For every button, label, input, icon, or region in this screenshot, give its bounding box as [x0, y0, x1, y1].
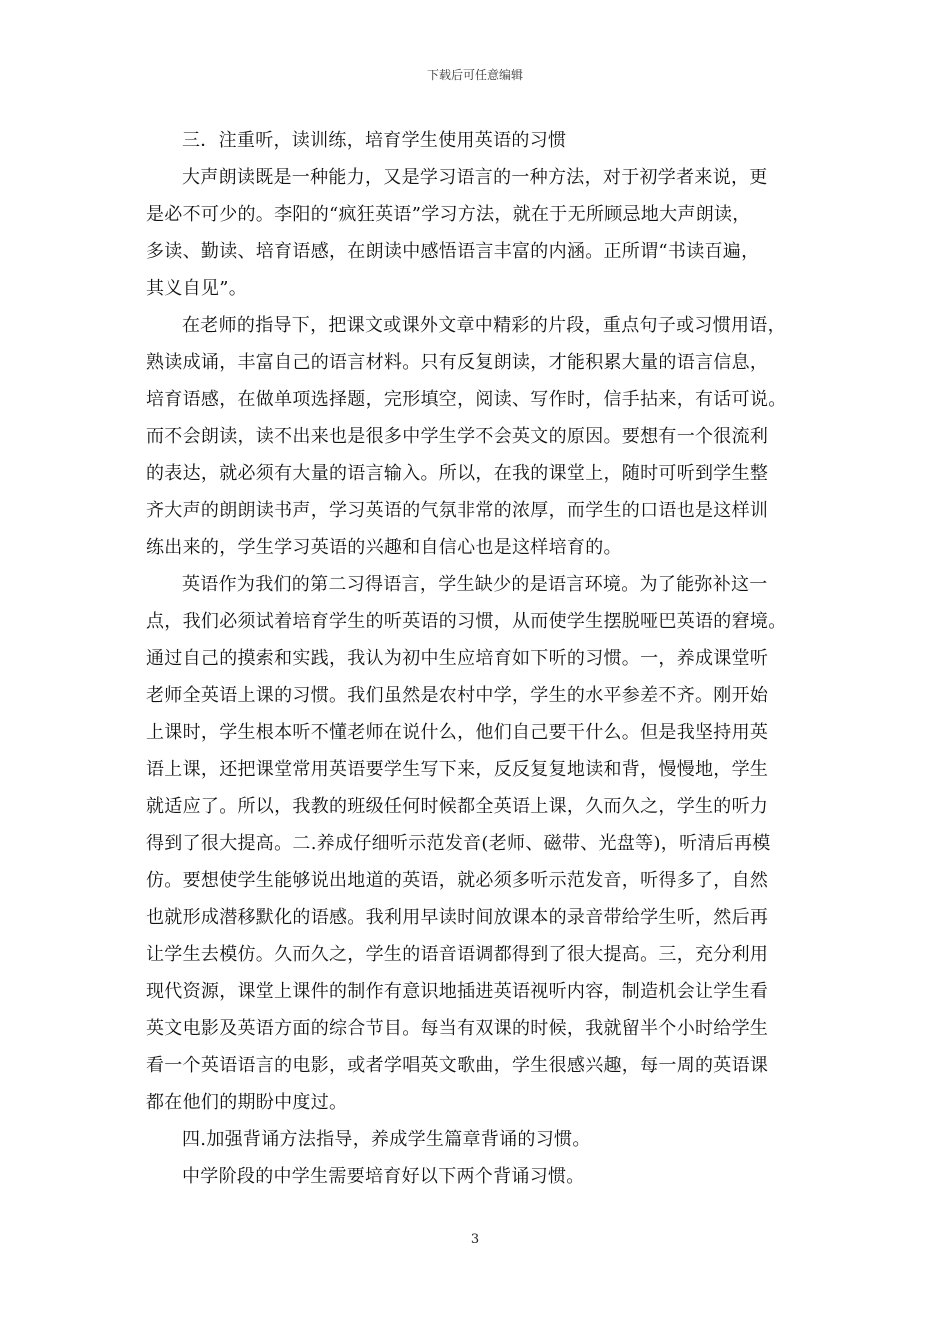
paragraph-reading-aloud	[146, 159, 808, 307]
text-line: 仿。要想使学生能够说出地道的英语，就必须多听示范发音，听得多了，自然	[146, 870, 769, 891]
text-line: 就适应了。所以，我教的班级任何时候都全英语上课，久而久之，学生的听力	[146, 796, 769, 817]
paragraph-listening-habits	[146, 566, 808, 1121]
text-line: 英文电影及英语方面的综合节目。每当有双课的时候，我就留半个小时给学生	[146, 1018, 769, 1039]
text-line: 多读、勤读、培育语感，在朗读中感悟语言丰富的内涵。正所谓“书读百遍，	[146, 241, 760, 262]
text-line: 点，我们必须试着培育学生的听英语的习惯，从而使学生摆脱哑巴英语的窘境。	[146, 611, 787, 632]
section-heading-3: 三．注重听，读训练，培育学生使用英语的习惯	[182, 130, 567, 151]
text-line: 英语作为我们的第二习得语言，学生缺少的是语言环境。为了能弥补这一	[182, 574, 768, 595]
text-line: 大声朗读既是一种能力，又是学习语言的一种方法，对于初学者来说，更	[182, 167, 768, 188]
section-intro-line: 中学阶段的中学生需要培育好以下两个背诵习惯。	[182, 1166, 585, 1187]
text-line: 而不会朗读，读不出来也是很多中学生学不会英文的原因。要想有一个很流利	[146, 426, 769, 447]
text-line: 得到了很大提高。二.养成仔细听示范发音(老师、磁带、光盘等)，听清后再模	[146, 833, 771, 854]
text-line: 练出来的，学生学习英语的兴趣和自信心也是这样培育的。	[146, 537, 622, 558]
page-header-note: 下载后可任意编辑	[426, 68, 523, 82]
text-line: 让学生去模仿。久而久之，学生的语音语调都得到了很大提高。三，充分利用	[146, 944, 769, 965]
text-line: 现代资源，课堂上课件的制作有意识地插进英语视听内容，制造机会让学生看	[146, 981, 769, 1002]
text-line: 都在他们的期盼中度过。	[146, 1092, 348, 1113]
text-line: 看一个英语语言的电影，或者学唱英文歌曲，学生很感兴趣，每一周的英语课	[146, 1055, 769, 1076]
text-line: 老师全英语上课的习惯。我们虽然是农村中学，学生的水平参差不齐。刚开始	[146, 685, 769, 706]
text-line: 培育语感，在做单项选择题，完形填空，阅读、写作时，信手拈来，有话可说。	[146, 389, 787, 410]
text-line: 上课时，学生根本听不懂老师在说什么，他们自己要干什么。但是我坚持用英	[146, 722, 769, 743]
section-heading-4: 四.加强背诵方法指导，养成学生篇章背诵的习惯。	[182, 1129, 591, 1150]
document-body	[146, 122, 808, 1195]
text-line: 熟读成诵，丰富自己的语言材料。只有反复朗读，才能积累大量的语言信息，	[146, 352, 769, 373]
text-line: 齐大声的朗朗读书声，学习英语的气氛非常的浓厚，而学生的口语也是这样训	[146, 500, 769, 521]
text-line: 是必不可少的。李阳的“疯狂英语”学习方法，就在于无所顾忌地大声朗读，	[146, 204, 751, 225]
text-line: 其义自见”。	[146, 278, 248, 299]
text-line: 在老师的指导下，把课文或课外文章中精彩的片段，重点句子或习惯用语，	[182, 315, 786, 336]
page-number: 3	[470, 1232, 480, 1247]
text-line: 通过自己的摸索和实践，我认为初中生应培育如下听的习惯。一，养成课堂听	[146, 648, 769, 669]
text-line: 语上课，还把课堂常用英语要学生写下来，反反复复地读和背，慢慢地，学生	[146, 759, 769, 780]
paragraph-recitation	[146, 307, 808, 566]
text-line: 的表达，就必须有大量的语言输入。所以，在我的课堂上，随时可听到学生整	[146, 463, 769, 484]
text-line: 也就形成潜移默化的语感。我利用早读时间放课本的录音带给学生听，然后再	[146, 907, 769, 928]
